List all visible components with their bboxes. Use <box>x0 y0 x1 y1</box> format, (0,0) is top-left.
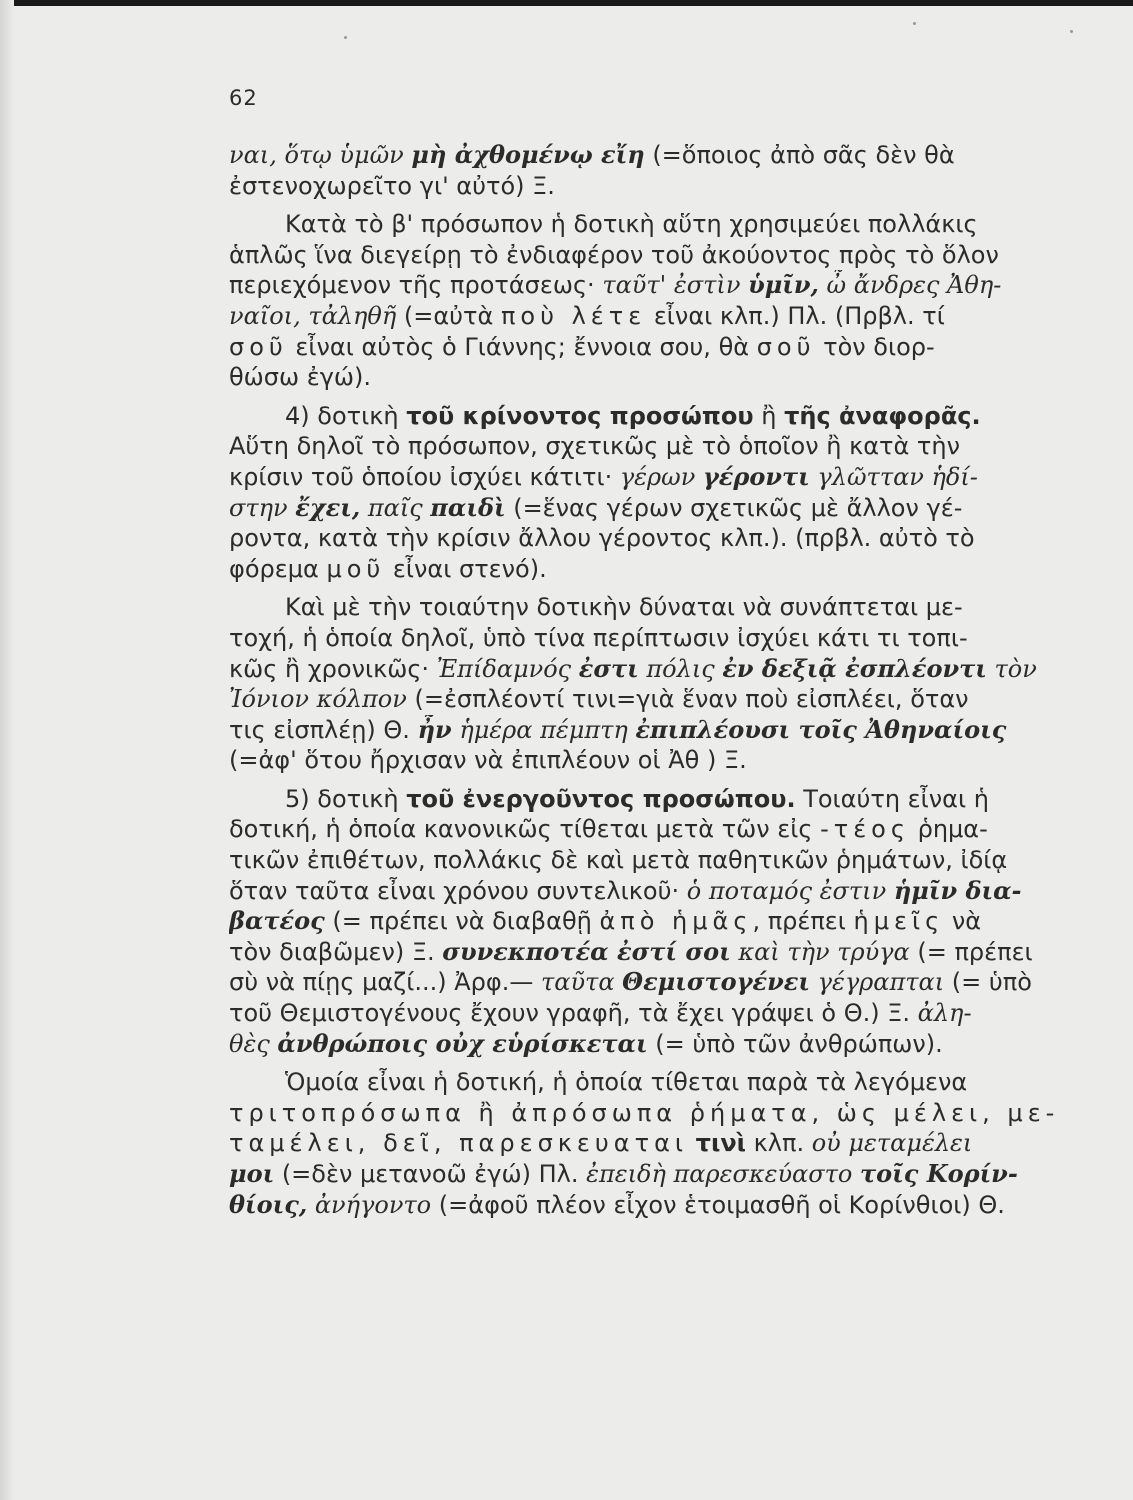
text-run: τις εἰσπλέῃ) Θ. <box>229 715 418 744</box>
section-heading-line <box>229 784 1133 815</box>
text-run: (=αὐτὰ <box>396 301 501 330</box>
text-run: (= πρέπει νὰ διαβαθῇ <box>324 907 600 936</box>
scan-speck <box>344 36 347 39</box>
text-run: περιεχόμενον τῆς προτάσεως· <box>229 271 603 300</box>
text-run: εἶναι στενό). <box>385 554 547 583</box>
text-run: εἶναι κλπ.) Πλ. (Πρβλ. τί <box>646 301 945 330</box>
greek-quote-emphasis: ἦν <box>417 714 452 744</box>
text-run: ροντα, κατὰ τὴν κρίσιν ἄλλου γέροντος κλπ.). (πρβλ. αὐτὸ τὸ <box>229 524 975 553</box>
greek-quote-emphasis: Θεμιστογένει <box>622 967 810 997</box>
greek-quote: ναι, <box>229 141 285 169</box>
text-line <box>229 431 1133 462</box>
text-run: τοῦ Θεμιστογένους ἔχουν γραφῆ, τὰ ἔχει γράψει ὁ Θ.) Ξ. <box>229 999 918 1028</box>
spaced-text: σοῦ <box>229 332 288 361</box>
greek-quote: ὁ ποταμός ἐστιν <box>686 876 894 905</box>
text-run: θώσω ἐγώ). <box>229 363 371 392</box>
text-run: (= ὑπὸ τῶν ἀνθρώπων). <box>647 1029 943 1058</box>
bold-term: τοῦ ἐνεργοῦντος προσώπου. <box>406 784 796 813</box>
text-line <box>229 1067 1133 1098</box>
text-line <box>229 998 1133 1029</box>
text-run: φόρεμα <box>229 554 327 583</box>
body-text <box>229 140 1133 1220</box>
text-run: νὰ <box>944 907 982 936</box>
greek-quote: γέρων <box>619 462 703 491</box>
text-run: (= πρέπει <box>909 937 1033 966</box>
section-heading-line <box>229 401 1133 432</box>
text-line <box>229 876 1133 907</box>
text-line <box>229 592 1133 623</box>
text-run: Καὶ μὲ τὴν τοιαύτην δοτικὴν δύναται νὰ συνάπτεται με- <box>285 593 963 622</box>
text-line <box>229 523 1133 554</box>
text-line <box>229 332 1133 363</box>
text-run: ῥημα- <box>909 815 988 844</box>
text-run: , πρέπει <box>752 907 854 936</box>
text-run: ὅταν ταῦτα εἶναι χρόνου συντελικοῦ· <box>229 876 687 905</box>
greek-quote-emphasis: ἐν δεξιᾷ ἐσπλέοντι <box>722 653 987 683</box>
text-run: τικῶν ἐπιθέτων, πολλάκις δὲ καὶ μετὰ παθητικῶν ῥημάτων, ἰδίᾳ <box>229 846 1008 875</box>
page-binding-shadow <box>0 0 14 1500</box>
spaced-text: μέλει, με- <box>893 1098 1060 1127</box>
text-line <box>229 1159 1133 1190</box>
greek-quote-emphasis: συνεκποτέα ἐστί σοι <box>442 936 731 966</box>
spaced-text: σοῦ <box>756 332 816 361</box>
text-line <box>229 654 1133 685</box>
greek-quote: τὸν <box>986 654 1037 683</box>
greek-quote: ἡμέρα πέμπτη <box>451 715 636 744</box>
greek-quote-emphasis: μὴ ἀχθομένῳ εἴη <box>411 140 645 169</box>
text-run: κρίσιν τοῦ ὁποίου ἰσχύει κάτιτι· <box>229 462 620 491</box>
text-run: ἢ <box>753 401 785 430</box>
greek-quote-emphasis: τοῖς Κορίν- <box>860 1159 1018 1188</box>
spaced-text: ἀπὸ ἡμᾶς <box>599 907 753 936</box>
text-run <box>688 1129 696 1157</box>
text-run: (=ἐσπλέοντί τινι=γιὰ ἕναν ποὺ εἰσπλέει, ὅταν <box>406 685 969 714</box>
greek-quote: στην <box>229 493 296 522</box>
greek-quote-emphasis: ἐστι <box>578 653 639 683</box>
text-run: (=ἀφοῦ πλέον εἶχον ἑτοιμασθῆ οἱ Κορίνθιοι) Θ. <box>431 1190 1005 1219</box>
greek-quote: ἀλη- <box>917 999 972 1028</box>
greek-quote: Ἐπίδαμνός <box>436 654 579 683</box>
text-line <box>229 937 1133 968</box>
text-run: Τοιαύτη εἶναι ἡ <box>795 784 989 813</box>
text-run: (= ὑπὸ <box>944 968 1032 997</box>
text-line <box>229 554 1133 585</box>
text-line <box>229 1128 1133 1159</box>
text-run: Ὁμοία εἶναι ἡ δοτική, ἡ ὁποία τίθεται παρὰ τὰ λεγόμενα <box>285 1068 968 1097</box>
text-line <box>229 967 1133 998</box>
page-number: 62 <box>229 86 258 110</box>
text-run: τὸν διαβῶμεν) Ξ. <box>229 937 443 966</box>
text-line <box>229 1190 1133 1221</box>
text-run: κῶς ἢ χρονικῶς· <box>229 654 437 683</box>
greek-quote-emphasis: βατέος <box>229 906 325 936</box>
text-run: σὺ νὰ πίῃς μαζί...) Ἀρφ.— <box>229 968 541 997</box>
text-line <box>229 362 1133 393</box>
text-line <box>229 209 1133 240</box>
text-line <box>229 270 1133 301</box>
text-run: (=δὲν μετανοῶ ἐγώ) Πλ. <box>274 1160 587 1188</box>
greek-quote: ταῦτα <box>540 968 623 997</box>
greek-quote: ἐπειδὴ παρεσκεύαστο <box>586 1160 860 1188</box>
spaced-text: -τέος <box>820 815 910 844</box>
text-run: 4) δοτικὴ <box>285 401 407 430</box>
text-line <box>229 814 1133 845</box>
text-line <box>229 715 1133 746</box>
text-line <box>229 1029 1133 1060</box>
text-run: τοχή, ἡ ὁποία δηλοῖ, ὑπὸ τίνα περίπτωσιν ἰσχύει κάτι τι τοπι- <box>229 623 968 652</box>
text-line <box>229 745 1133 776</box>
spaced-text: τριτοπρόσωπα ἢ ἀπρόσωπα ῥήματα, ὡς <box>229 1098 894 1127</box>
spaced-text: ποὺ λέτε <box>500 301 647 330</box>
text-run: (=ὅποιος ἀπὸ σᾶς δὲν θὰ <box>644 141 955 169</box>
page-top-edge <box>0 0 1133 6</box>
greek-quote: ἀνήγοντο <box>307 1190 432 1219</box>
greek-quote-emphasis: ἡμῖν δια- <box>893 875 1022 905</box>
text-run: (=ἕνας γέρων σχετικῶς μὲ ἄλλον γέ- <box>505 493 963 522</box>
text-line <box>229 1098 1133 1129</box>
text-line <box>229 493 1133 524</box>
text-line <box>229 906 1133 937</box>
greek-quote-emphasis: μοι <box>229 1159 275 1188</box>
greek-quote: πόλις <box>638 654 723 683</box>
greek-quote: γλῶτταν ἡδί- <box>809 462 978 491</box>
bold-term: τοῦ κρίνοντος προσώπου <box>406 401 754 430</box>
scan-speck <box>1070 30 1073 33</box>
greek-quote: ὦ ἄνδρες Ἀθη- <box>818 271 1002 300</box>
spaced-text: μοῦ <box>326 554 386 583</box>
greek-quote-emphasis: ἔχει, <box>295 492 361 522</box>
text-line <box>229 623 1133 654</box>
text-line <box>229 171 1133 202</box>
text-run: κλπ. <box>746 1129 812 1158</box>
greek-quote: καὶ τὴν τρύγα <box>730 937 910 966</box>
text-run: εἶναι αὐτὸς ὁ Γιάννης; ἔννοια σου, θὰ <box>287 332 757 361</box>
greek-quote-emphasis: ἐπιπλέουσι τοῖς Ἀθηναίοις <box>635 714 1007 744</box>
text-run: Αὕτη δηλοῖ τὸ πρόσωπον, σχετικῶς μὲ τὸ ὁποῖον ἢ κατὰ τὴν <box>229 432 960 461</box>
text-run: ἁπλῶς ἵνα διεγείρῃ τὸ ἐνδιαφέρον τοῦ ἀκούοντος πρὸς τὸ ὅλον <box>229 240 999 269</box>
text-line <box>229 301 1133 332</box>
bold-term: τινὶ <box>695 1129 747 1158</box>
text-line <box>229 140 1133 171</box>
scan-speck <box>913 22 916 25</box>
text-run: δοτική, ἡ ὁποία κανονικῶς τίθεται μετὰ τῶν εἰς <box>229 815 821 844</box>
greek-quote: γέγραπται <box>809 968 945 997</box>
text-run: τὸν διορ- <box>815 332 935 361</box>
greek-quote: ὅτῳ ὑμῶν <box>284 141 412 169</box>
text-line <box>229 845 1133 876</box>
greek-quote-emphasis: γέροντι <box>702 461 810 491</box>
greek-quote: παῖς <box>360 493 431 522</box>
text-run: ἐστενοχωρεῖτο γι' αὐτό) Ξ. <box>229 171 555 200</box>
text-line <box>229 462 1133 493</box>
greek-quote: οὐ μεταμέλει <box>811 1129 973 1158</box>
greek-quote-emphasis: παιδὶ <box>430 492 506 522</box>
text-line <box>229 240 1133 271</box>
greek-quote-emphasis: θίοις, <box>229 1189 308 1219</box>
text-line <box>229 684 1133 715</box>
greek-quote: Ἰόνιον κόλπον <box>229 685 407 714</box>
bold-term: τῆς ἀναφορᾶς. <box>784 401 981 430</box>
greek-quote: θὲς <box>229 1029 278 1058</box>
greek-quote-emphasis: ἀνθρώποις οὐχ εὑρίσκεται <box>277 1028 648 1058</box>
spaced-text: ἡμεῖς <box>853 907 945 936</box>
text-run: (=ἀφ' ὅτου ἤρχισαν νὰ ἐπιπλέουν οἱ Ἀθ ) Ξ. <box>229 746 747 775</box>
text-run: 5) δοτικὴ <box>285 784 407 813</box>
spaced-text: ταμέλει, δεῖ, παρεσκευαται <box>229 1129 689 1158</box>
greek-quote: ναῖοι, τἀληθῆ <box>229 301 397 330</box>
greek-quote: ταῦτ' ἐστὶν <box>602 271 749 300</box>
greek-quote-emphasis: ὑμῖν, <box>748 270 819 300</box>
text-run: Κατὰ τὸ β' πρόσωπον ἡ δοτικὴ αὕτη χρησιμεύει πολλάκις <box>285 210 978 239</box>
